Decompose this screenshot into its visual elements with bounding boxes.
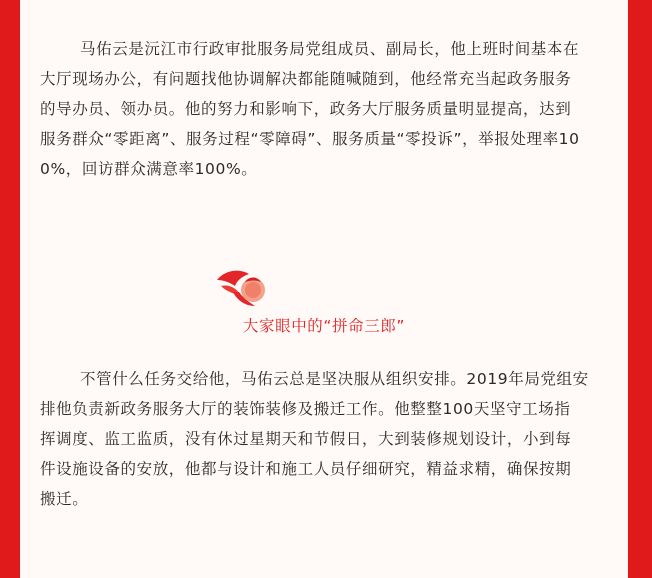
paragraph-line: 大厅现场办公，有问题找他协调解决都能随喊随到，他经常充当起政务服务 <box>40 70 572 88</box>
paragraph-relocation-work <box>40 364 610 514</box>
paragraph-line: 服务群众“零距离”、服务过程“零障碍”、服务质量“零投诉”，举报处理率10 <box>40 130 580 148</box>
right-red-border <box>628 0 652 578</box>
paragraph-line: 不管什么任务交给他，马佑云总是坚决服从组织安排。2019年局党组安 <box>80 370 589 388</box>
paragraph-line: 0%，回访群众满意率100%。 <box>40 160 258 178</box>
paragraph-line: 排他负责新政务服务大厅的装饰装修及搬迁工作。他整整100天坚守工场指 <box>40 400 571 418</box>
paragraph-line: 搬迁。 <box>40 490 89 508</box>
paragraph-line: 挥调度、监工监质，没有休过星期天和节假日，大到装修规划设计，小到每 <box>40 430 572 448</box>
paragraph-line: 件设施设备的安放，他都与设计和施工人员仔细研究，精益求精，确保按期 <box>40 460 572 478</box>
article-page <box>20 0 628 578</box>
red-flag-emblem-icon <box>215 262 267 310</box>
paragraph-line: 马佑云是沅江市行政审批服务局党组成员、副局长，他上班时间基本在 <box>80 40 580 58</box>
paragraph-line: 的导办员、领办员。他的努力和影响下，政务大厅服务质量明显提高，达到 <box>40 100 572 118</box>
paragraph-ma-youyun-role <box>40 34 610 184</box>
left-red-border <box>0 0 20 578</box>
section-subtitle: 大家眼中的“拼命三郎” <box>242 317 406 335</box>
